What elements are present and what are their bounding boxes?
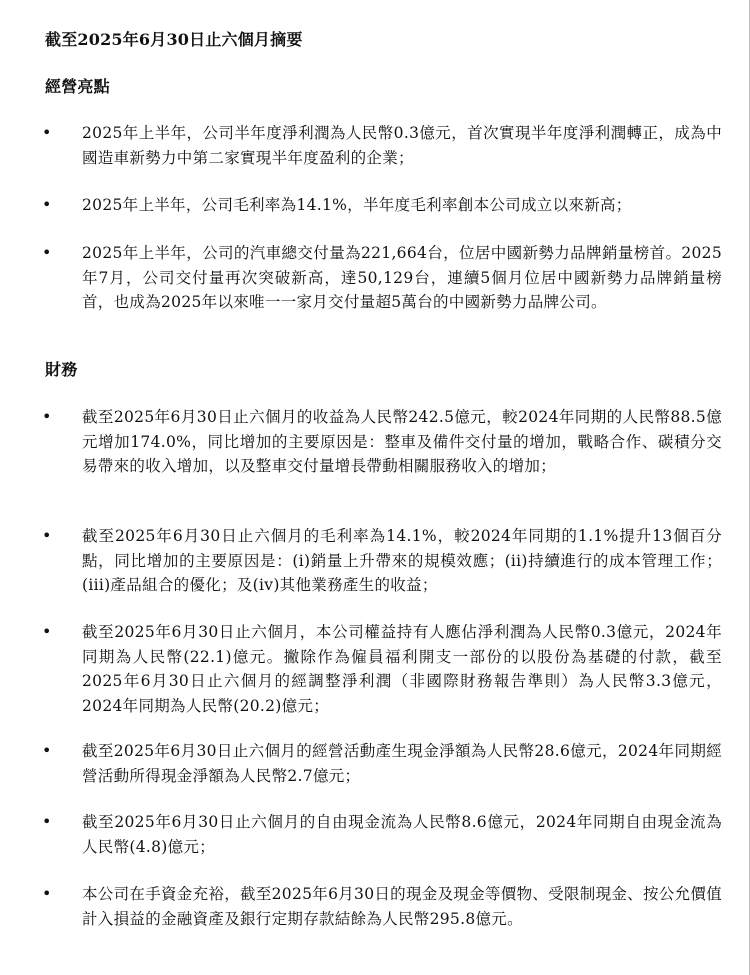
bullet-marker: • <box>42 123 52 142</box>
finance-item: 截至2025年6月30日止六個月的經營活動產生現金淨額為人民幣28.6億元，2024年同期經營活動所得現金淨額為人民幣2.7億元； <box>82 742 722 785</box>
finance-item: 截至2025年6月30日止六個月的自由現金流為人民幣8.6億元，2024年同期自由現金流為人民幣(4.8)億元； <box>82 813 722 856</box>
finance-item: 截至2025年6月30日止六個月的收益為人民幣242.5億元，較2024年同期的人民幣88.5億元增加174.0%，同比增加的主要原因是：整車及備件交付量的增加，戰略合作、碳積分交易帶來的收入增加，以及整車交付量增長帶動相關服務收入的增加； <box>82 408 722 475</box>
bullet-marker: • <box>42 741 52 760</box>
highlight-item: 2025年上半年，公司的汽車總交付量為221,664台，位居中國新勢力品牌銷量榜首。2025年7月，公司交付量再次突破新高，達50,129台，連續5個月位居中國新勢力品牌銷量榜首，也成為2025年以來唯一一家月交付量超5萬台的中國新勢力品牌公司。 <box>82 244 722 311</box>
bullet-marker: • <box>42 812 52 831</box>
section-heading-finance: 財務 <box>45 360 78 379</box>
bullet-marker: • <box>42 407 52 426</box>
bullet-marker: • <box>42 622 52 641</box>
finance-item: 本公司在手資金充裕，截至2025年6月30日的現金及現金等價物、受限制現金、按公允價值計入損益的金融資產及銀行定期存款結餘為人民幣295.8億元。 <box>82 885 722 928</box>
highlight-item: 2025年上半年，公司半年度淨利潤為人民幣0.3億元，首次實現半年度淨利潤轉正，成為中國造車新勢力中第二家實現半年度盈利的企業； <box>82 124 722 167</box>
finance-item: 截至2025年6月30日止六個月的毛利率為14.1%，較2024年同期的1.1%提升13個百分點，同比增加的主要原因是：(i)銷量上升帶來的規模效應；(ii)持續進行的成本管理工作；(iii)產品組合的優化；及(iv)其他業務產生的收益； <box>82 527 722 594</box>
bullet-marker: • <box>42 195 52 214</box>
section-heading-operating-highlights: 經營亮點 <box>45 77 110 96</box>
finance-item: 截至2025年6月30日止六個月，本公司權益持有人應佔淨利潤為人民幣0.3億元，2024年同期為人民幣(22.1)億元。撇除作為僱員福利開支一部份的以股份為基礎的付款，截至2025年6月30日止六個月的經調整淨利潤（非國際財務報告準則）為人民幣3.3億元，2024年同期為人民幣(20.2)億元； <box>82 623 722 715</box>
bullet-marker: • <box>42 526 52 545</box>
bullet-marker: • <box>42 884 52 903</box>
document-title: 截至2025年6月30日止六個月摘要 <box>45 30 303 49</box>
highlight-item: 2025年上半年，公司毛利率為14.1%，半年度毛利率創本公司成立以來新高； <box>82 196 632 214</box>
bullet-marker: • <box>42 243 52 262</box>
